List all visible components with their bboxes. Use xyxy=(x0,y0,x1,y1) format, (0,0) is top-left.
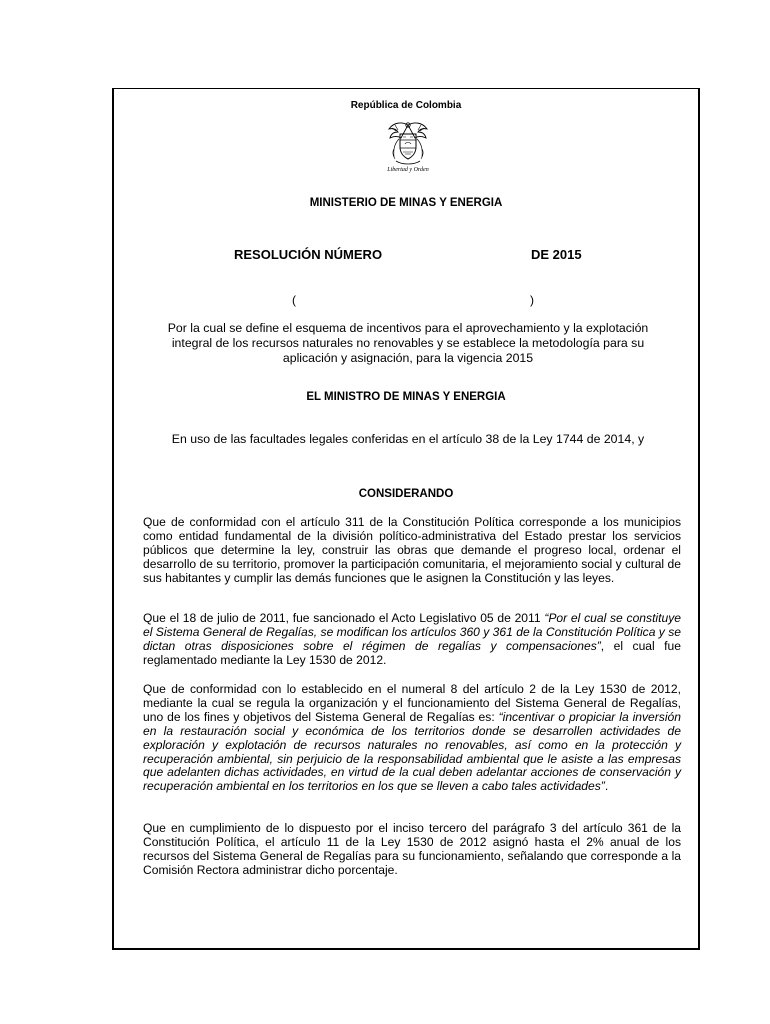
paragraph-3-text-b: . xyxy=(604,779,609,794)
paragraph-2-text-a: Que el 18 de julio de 2011, fue sancionado el Acto Legislativo 05 de 2011 xyxy=(143,611,545,625)
resolution-number-label: RESOLUCIÓN NÚMERO xyxy=(234,247,383,262)
considerando-paragraph-4: Que en cumplimiento de lo dispuesto por el inciso tercero del parágrafo 3 del artículo 361 de la Constitución Política, el artículo 11 de la Ley 1530 de 2012 asignó hasta el 2% anual de los recursos del Sistema General de Regalías para su funcionamiento, señalando que corresponde a la Comisión Rectora administrar dicho porcentaje. xyxy=(143,821,681,877)
considerando-paragraph-1: Que de conformidad con el artículo 311 de la Constitución Política corresponde a los municipios como entidad fundamental de la división político-administrativa del Estado prestar los servicios públicos que determine la ley, construir las obras que demande el progreso local, ordenar el desarrollo de su territorio, promover la participación comunitaria, el mejoramiento social y cultural de sus habitantes y cumplir las demás funciones que le asignen la Constitución y las leyes. xyxy=(143,515,681,585)
resolution-subject: Por la cual se define el esquema de incentivos para el aprovechamiento y la explotación integral de los recursos naturales no renovables y se establece la metodología para su aplicación y asignación, para la vigencia 2015 xyxy=(167,321,649,365)
country-heading: República de Colombia xyxy=(350,100,462,111)
considerando-heading: CONSIDERANDO xyxy=(358,488,454,500)
date-paren-close: ) xyxy=(530,293,534,307)
seal-motto: Libertad y Orden xyxy=(387,167,429,173)
paragraph-2-text-b: , el cual fue reglamentado mediante la Ley 1530 de 2012. xyxy=(143,638,681,667)
considerando-paragraph-3 xyxy=(143,683,681,794)
paragraph-3-text-a: Que de conformidad con lo establecido en el numeral 8 del artículo 2 de la Ley 1530 de 2012, mediante la cual se regula la organización y el funcionamiento del Sistema General de Regalías, uno de los fines y objetivos del Sistema General de Regalías es: xyxy=(143,682,681,724)
minister-heading: EL MINISTRO DE MINAS Y ENERGIA xyxy=(306,391,506,403)
date-paren-open: ( xyxy=(292,293,296,307)
paragraph-3-quote: “incentivar o propiciar la inversión en la restauración social y económica de los territorios donde se desarrollen actividades de exploración y explotación de recursos naturales no renovables, así como en la protección y recuperación ambiental, sin perjuicio de la responsabilidad ambiental que le asiste a las empresas que adelanten dichas actividades, en virtud de la cual deben adelantar acciones de conservación y recuperación ambiental en los territorios en los que se lleven a cabo tales actividades” xyxy=(143,709,681,794)
ministry-heading: MINISTERIO DE MINAS Y ENERGIA xyxy=(309,197,503,209)
paragraph-2-quote: “Por el cual se constituye el Sistema General de Regalías, se modifican los artículos 360 y 361 de la Constitución Política y se dictan otras disposiciones sobre el régimen de regalías y compensaciones” xyxy=(143,611,681,653)
resolution-year-label: DE 2015 xyxy=(531,247,582,262)
legal-powers-text: En uso de las facultades legales conferidas en el artículo 38 de la Ley 1744 de 2014, y xyxy=(171,432,645,446)
considerando-paragraph-2 xyxy=(143,612,681,668)
coat-of-arms-icon xyxy=(387,119,429,185)
document-page xyxy=(112,88,700,950)
